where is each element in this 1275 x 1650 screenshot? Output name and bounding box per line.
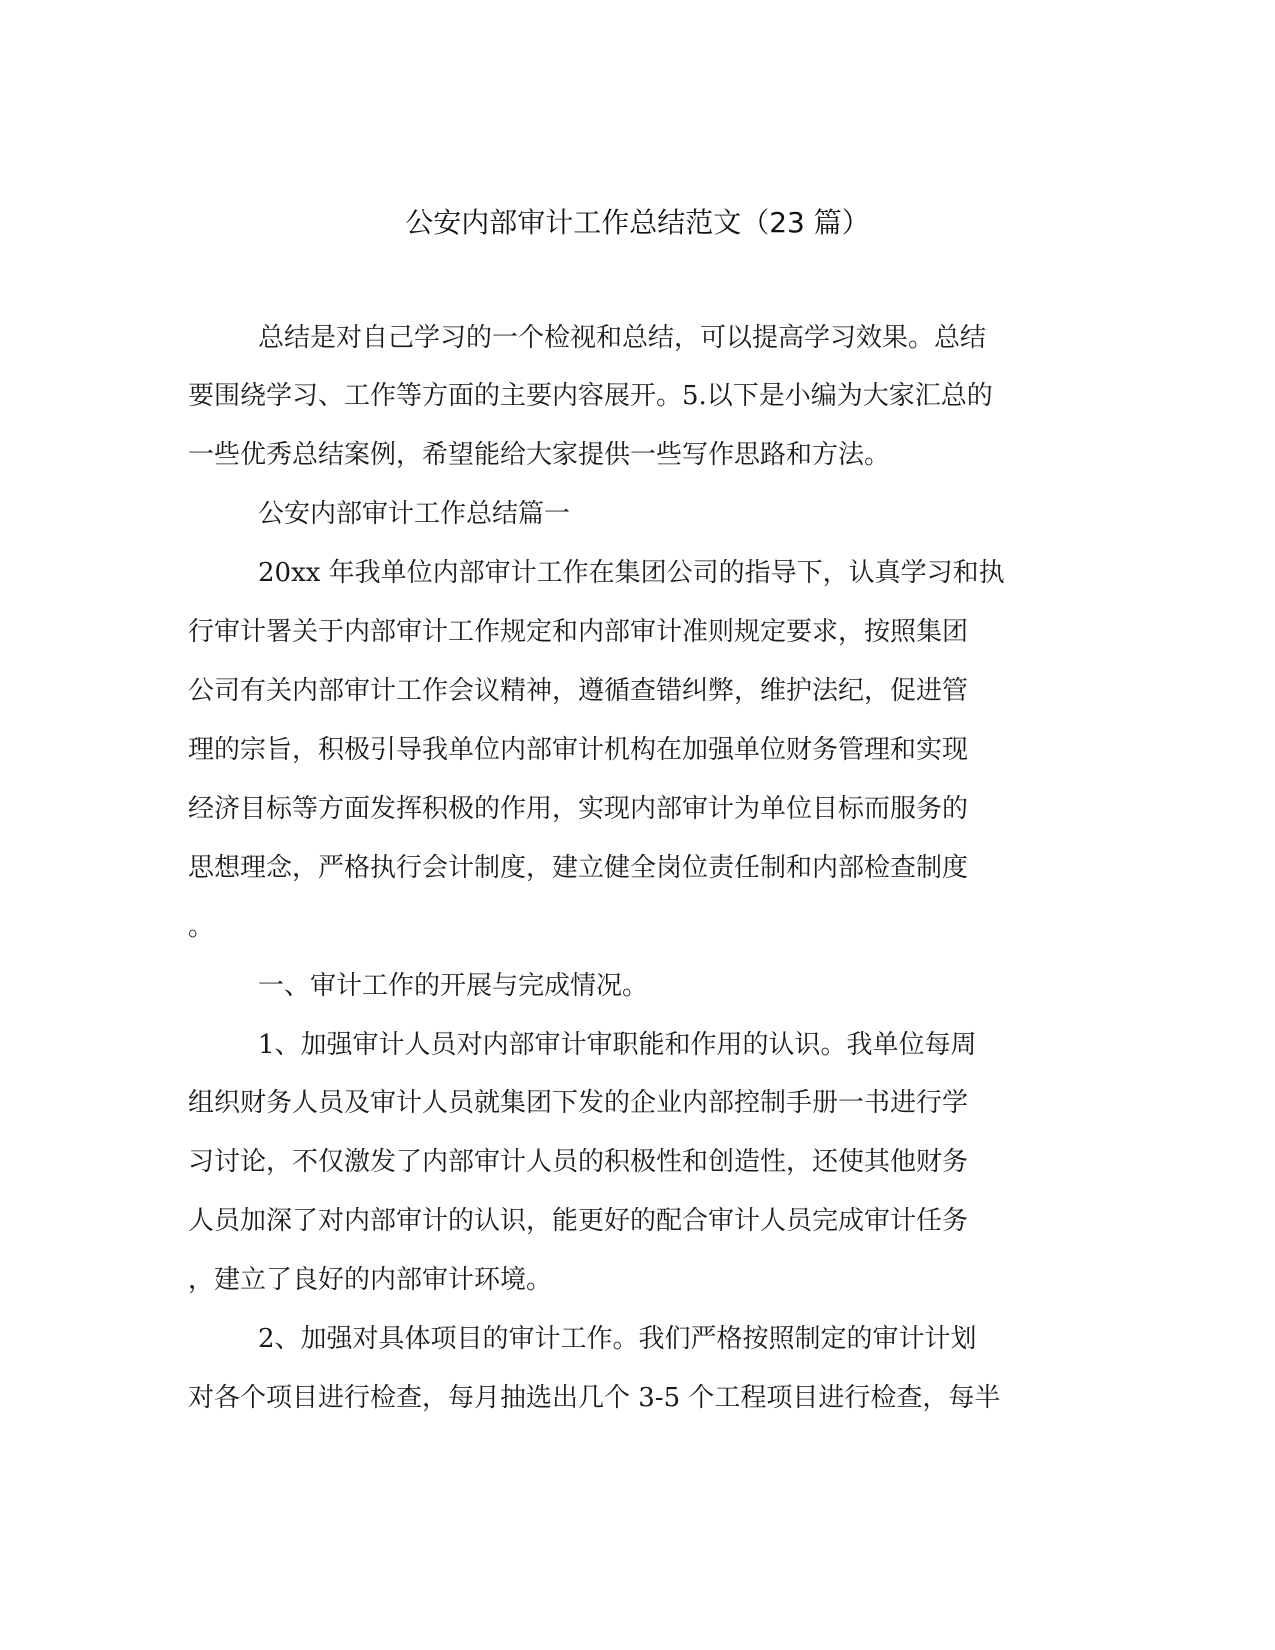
paragraph-line: 行审计署关于内部审计工作规定和内部审计准则规定要求，按照集团 bbox=[188, 617, 969, 647]
paragraph-line: 组织财务人员及审计人员就集团下发的企业内部控制手册一书进行学 bbox=[188, 1088, 969, 1118]
paragraph-line: 思想理念，严格执行会计制度，建立健全岗位责任制和内部检查制度 bbox=[188, 853, 969, 883]
paragraph-line: 2、加强对具体项目的审计工作。我们严格按照制定的审计计划 bbox=[258, 1324, 977, 1354]
section-heading: 公安内部审计工作总结篇一 bbox=[258, 499, 571, 529]
paragraph-line: ，建立了良好的内部审计环境。 bbox=[188, 1265, 553, 1295]
paragraph-line: 要围绕学习、工作等方面的主要内容展开。5.以下是小编为大家汇总的 bbox=[188, 381, 993, 411]
section-heading: 一、审计工作的开展与完成情况。 bbox=[258, 971, 649, 1001]
paragraph-line: 。 bbox=[188, 912, 215, 942]
paragraph-line: 一些优秀总结案例，希望能给大家提供一些写作思路和方法。 bbox=[188, 440, 891, 470]
paragraph-line: 习讨论，不仅激发了内部审计人员的积极性和创造性，还使其他财务 bbox=[188, 1147, 969, 1177]
paragraph-line: 人员加深了对内部审计的认识，能更好的配合审计人员完成审计任务 bbox=[188, 1206, 969, 1236]
paragraph-line: 总结是对自己学习的一个检视和总结，可以提高学习效果。总结 bbox=[258, 323, 987, 353]
paragraph-line: 经济目标等方面发挥积极的作用，实现内部审计为单位目标而服务的 bbox=[188, 794, 969, 824]
paragraph-line: 1、加强审计人员对内部审计审职能和作用的认识。我单位每周 bbox=[258, 1030, 977, 1060]
document-title: 公安内部审计工作总结范文（23 篇） bbox=[405, 206, 870, 239]
paragraph-line: 20xx 年我单位内部审计工作在集团公司的指导下，认真学习和执 bbox=[258, 558, 1005, 588]
paragraph-line: 对各个项目进行检查，每月抽选出几个 3-5 个工程项目进行检查，每半 bbox=[188, 1383, 1001, 1413]
paragraph-line: 理的宗旨，积极引导我单位内部审计机构在加强单位财务管理和实现 bbox=[188, 735, 969, 765]
paragraph-line: 公司有关内部审计工作会议精神，遵循查错纠弊，维护法纪，促进管 bbox=[188, 676, 969, 706]
